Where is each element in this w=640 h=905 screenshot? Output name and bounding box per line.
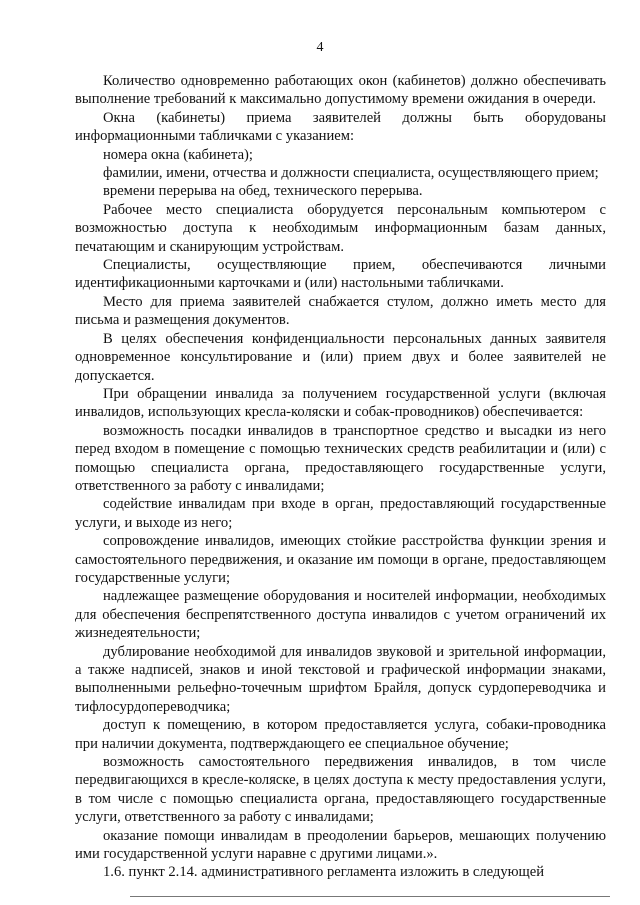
paragraph-disabled-access: При обращении инвалида за получением государственной услуги (включая инвалидов, использующих кресла-коляски и собак-проводников) обеспечивается: bbox=[75, 385, 606, 421]
paragraph-entry-assistance: содействие инвалидам при входе в орган, предоставляющий государственные услуги, и выходе из него; bbox=[75, 496, 606, 531]
paragraph-guide-dog: доступ к помещению, в котором предоставляется услуга, собаки-проводника при наличии документа, подтверждающего ее специальное обучение; bbox=[75, 717, 606, 752]
paragraph-windows-count: Количество одновременно работающих окон (кабинетов) должно обеспечивать выполнение требований к максимально допустимому времени ожидания в очереди. bbox=[75, 73, 606, 108]
paragraph-barriers: оказание помощи инвалидам в преодолении барьеров, мешающих получению ими государственной услуги наравне с другими лицами.». bbox=[75, 827, 606, 863]
paragraph-transport: возможность посадки инвалидов в транспортное средство и высадки из него перед входом в помещение с помощью технических средств реабилитации и (или) с помощью специалиста органа, предоставляющего государственные услуги, ответственного за работу с инвалидами; bbox=[75, 422, 606, 494]
paragraph-windows-equipment: Окна (кабинеты) приема заявителей должны быть оборудованы информационными табличками с указанием: bbox=[75, 109, 606, 145]
paragraph-chair: Место для приема заявителей снабжается стулом, должно иметь место для письма и размещения документов. bbox=[75, 293, 606, 329]
paragraph-workplace: Рабочее место специалиста оборудуется персональным компьютером с возможностью доступа к необходимым информационным базам данных, печатающим и сканирующим устройствам. bbox=[75, 201, 606, 255]
paragraph-equipment-placement: надлежащее размещение оборудования и носителей информации, необходимых для обеспечения беспрепятственного доступа инвалидов с учетом ограничений их жизнедеятельности; bbox=[75, 588, 606, 642]
paragraph-wheelchair: возможность самостоятельного передвижения инвалидов, в том числе передвигающихся в кресле-коляске, в целях доступа к месту предоставления услуги, в том числе с помощью специалиста органа, предоставляющего государственные услуги, ответственного за работу с инвалидами; bbox=[75, 754, 606, 826]
paragraph-amendment: 1.6. пункт 2.14. административного регламента изложить в следующей bbox=[103, 864, 545, 881]
paragraph-break-time: времени перерыва на обед, технического перерыва. bbox=[103, 183, 423, 200]
footer-divider bbox=[130, 896, 610, 897]
paragraph-confidentiality: В целях обеспечения конфиденциальности персональных данных заявителя одновременное консультирование и (или) прием двух и более заявителей не допускается. bbox=[75, 330, 606, 384]
document-body bbox=[75, 72, 606, 882]
paragraph-id-cards: Специалисты, осуществляющие прием, обеспечиваются личными идентификационными карточками и (или) настольными табличками. bbox=[75, 257, 606, 292]
paragraph-braille: дублирование необходимой для инвалидов звуковой и зрительной информации, а также надписей, знаков и иной текстовой и графической информации знаками, выполненными рельефно-точечным шрифтом Брайля, допуск сурдопереводчика и тифлосурдопереводчика; bbox=[75, 643, 606, 715]
page-number: 4 bbox=[316, 40, 324, 55]
paragraph-escort: сопровождение инвалидов, имеющих стойкие расстройства функции зрения и самостоятельного передвижения, и оказание им помощи в органе, предоставляющем государственные услуги; bbox=[75, 533, 606, 586]
paragraph-window-number: номера окна (кабинета); bbox=[103, 146, 253, 163]
paragraph-specialist-name: фамилии, имени, отчества и должности специалиста, осуществляющего прием; bbox=[103, 165, 599, 182]
